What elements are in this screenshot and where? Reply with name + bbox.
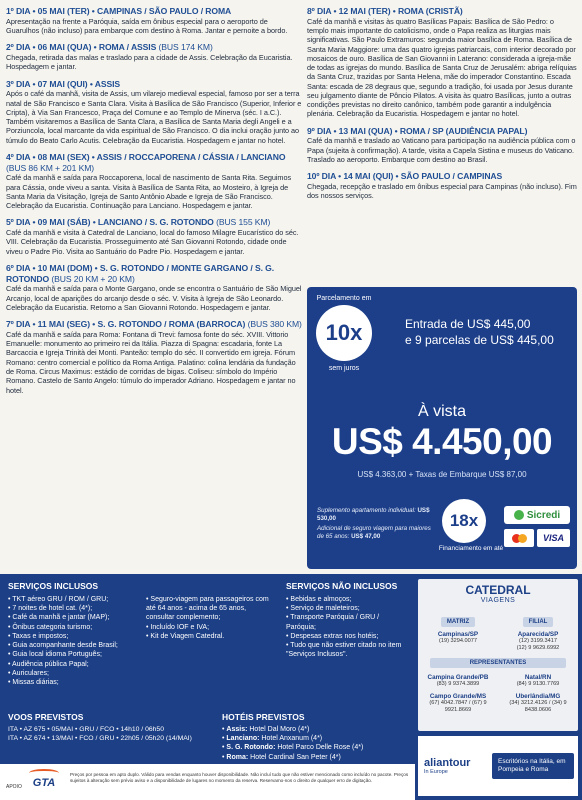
agency-panel <box>418 579 578 731</box>
agency-sub: VIAGENS <box>480 597 516 604</box>
filial-block: FILIAL Aparecida/SP (12) 3199.3417 (12) 9 9629.6992 <box>516 619 560 651</box>
list-item: • 7 noites de hotel cat. (4*); <box>8 604 138 613</box>
day-block <box>6 217 302 256</box>
list-item: • Café da manhã e jantar (MAP); <box>8 613 138 622</box>
itinerary-left <box>6 6 302 402</box>
list-item: • S. G. Rotondo: Hotel Parco Delle Rose (4*) <box>222 743 412 752</box>
disclaimer: Preços por pessoa em apto duplo. Válido para vendas enquanto houver disponibilidade. Não incluí tudo que não estiver mencionado como incluído no pacote. Preços sujeitos à alteração sem prévio aviso e a disponibilidade de lugares no momento da reserva. Reservamo-nos o direito de qualquer erro de digitação. <box>70 772 409 784</box>
included-list <box>8 595 138 687</box>
aliantour-panel <box>418 736 578 796</box>
day-body: Chegada, retirada das malas e traslado para a cidade de Assis. Celebração da Eucaristia. Hospedagem e jantar. <box>6 53 293 72</box>
flights-title: VOOS PREVISTOS <box>8 712 84 722</box>
list-item: • Incluído IOF e IVA; <box>146 623 276 632</box>
list-item: • Serviço de maleteiros; <box>286 604 411 613</box>
price-card <box>307 287 577 569</box>
list-item: • Bebidas e almoços; <box>286 595 411 604</box>
day-block <box>6 263 302 312</box>
list-item: • Seguro-viagem para passageiros com até 64 anos - acima de 65 anos, consultar complemento; <box>146 595 276 623</box>
list-item: • Kit de Viagem Catedral. <box>146 632 276 641</box>
entry-line: Entrada de US$ 445,00 <box>405 317 531 331</box>
installments-arc-label: Parcelamento em <box>316 295 372 302</box>
not-included-services <box>286 581 411 660</box>
list-item: • Ônibus categoria turismo; <box>8 623 138 632</box>
included-title: SERVIÇOS INCLUSOS <box>8 581 99 591</box>
list-item: • TKT aéreo GRU / ROM / GRU; <box>8 595 138 604</box>
payment-logos <box>504 506 570 547</box>
day-title: 1º DIA • 05 MAI (TER) • CAMPINAS / SÃO PAULO / ROMA <box>6 6 232 16</box>
included-services <box>8 581 278 687</box>
day-block <box>6 79 302 145</box>
day-block <box>307 126 577 165</box>
aliantour-logo: aliantour In Europe <box>424 757 471 775</box>
support-label: APOIO <box>6 784 22 790</box>
cash-price-value: US$ 4.450,00 <box>331 421 553 462</box>
list-item: • Auriculares; <box>8 669 138 678</box>
itinerary-right <box>307 6 577 207</box>
list-item: • Roma: Hotel Cardinal San Peter (4*) <box>222 753 412 762</box>
day-block <box>6 152 302 211</box>
list-item: • Guia acompanhante desde Brasil; <box>8 641 138 650</box>
list-item: • Taxas e impostos; <box>8 632 138 641</box>
day-block <box>6 42 302 71</box>
flights <box>8 712 218 743</box>
list-item: • Despesas extras nos hotéis; <box>286 632 411 641</box>
financing-label: Financiamento em até <box>438 545 504 552</box>
day-body: Chegada, recepção e traslado em ônibus especial para Campinas (não incluso). Fim dos nossos serviços. <box>307 181 577 201</box>
list-item: • Missas diárias; <box>8 678 138 687</box>
day-body: Café da manhã e saída para Roma: Fontana di Trevi: famosa fonte do séc. XVIII. Vittorio Emanuelle: monumento ao primeiro rei da Itália. Piazza di Spagna: escadaria, fonte La Barcaccia e Igreja Trinità dei Monti. Panteão: templo do séc. II convertido em igreja. Fórum Romano: centro comercial e político da Roma Antiga. Palatino: colina lendária da fundação de Roma. Circus Maximus: estádio de corridas de bigas. Coliseu: símbolo do Império Romano. Castelo de Santo Angelo: túmulo do imperador Adriano. Hospedagem e jantar no hotel. <box>6 329 296 395</box>
financing-badge: 18x <box>442 499 486 543</box>
day-title: 8º DIA • 12 MAI (TER) • ROMA (CRISTÃ) <box>307 6 463 16</box>
no-interest-label: sem juros <box>328 365 360 372</box>
rep-block: Campina Grande/PB (83) 9 9374.3899 <box>427 673 489 687</box>
day-block <box>6 6 302 35</box>
list-item: • Assis: Hotel Dal Moro (4*) <box>222 725 412 734</box>
cash-price-label: À vista <box>417 403 466 420</box>
list-item: • Guia local idioma Português; <box>8 650 138 659</box>
day-body: Café da manhã e visitas às quatro Basílicas Papais: Basílica de São Pedro: o templo mais importante do catolicismo, onde o Papa realiza as liturgias mais significativas. São Paulo Extramuros: segunda maior basílica de Roma. Basílica de Santa Maria Maggiore: uma das quatro igrejas patriarcais, com interior decorado por mosaicos de ouro. Basílica de San Giovanni in Laterano: considerada a igreja-mãe de todas as igrejas do mundo. Basílica de Santa Cruz de Jerusalém: abriga relíquias da Santa Cruz, trazidas por Santa Helena, mãe do imperador Constantino. Escada Santa: escada de 28 degraus que, segundo a tradição, foi usada por Jesus durante seu julgamento diante de Pôncio Pilatos. A visita às quatro Basílicas, junto a outras condições previstas no direito canônico, também pode garantir a indulgência plenária. Celebração da Eucaristia. Hospedagem e jantar no hotel. <box>307 16 577 119</box>
cash-price-note: US$ 4.363,00 + Taxas de Embarque US$ 87,00 <box>357 470 527 479</box>
rep-block: Natal/RN (84) 9 9130.7769 <box>516 673 560 687</box>
list-item: • Lanciano: Hotel Anxanum (4*) <box>222 734 412 743</box>
list-item: • Audiência pública Papal; <box>8 660 138 669</box>
day-block <box>307 6 577 119</box>
list-item: • Tudo que não estiver citado no item "Serviços Inclusos". <box>286 641 411 659</box>
footer-support <box>0 764 415 800</box>
day-title: 5º DIA • 09 MAI (SÁB) • LANCIANO / S. G. ROTONDO (BUS 155 KM) <box>6 217 271 228</box>
included-list-2 <box>146 595 276 687</box>
not-included-list <box>286 595 411 660</box>
day-title: 3º DIA • 07 MAI (QUI) • ASSIS <box>6 78 121 89</box>
day-body: Após o café da manhã, visita de Assis, um vilarejo medieval especial, famoso por ser a terra natal de São Francisco e Santa Clara. Visita à Basílica de São Francisco (Superior, Inferior e Cripta), à Via San Francesco, Praça del Comune e ao Templo de Minerva (séc. I a.C.). Também visitaremos a Basílica de Santa Clara, a Basílica de Santa Maria degli Angeli e a Porziuncola, local marcante da vida espiritual de São Francisco. O dia inclui oração junto ao túmulo do Beato Carlo Acutis. Celebração da Eucaristia. Hospedagem e jantar no hotel. <box>6 89 302 145</box>
agency-name: CATEDRAL <box>465 583 531 597</box>
day-title: 4º DIA • 08 MAI (SEX) • ASSIS / ROCCAPORENA / CÁSSIA / LANCIANO (BUS 86 KM + 201 KM) <box>6 151 286 173</box>
supplements: Suplemento apartamento individual: US$ 530,00 Adicional de seguro viagem para maiores de 65 anos: US$ 47,00 <box>317 507 431 541</box>
installments-badge: 10x <box>316 305 372 361</box>
installments-line: e 9 parcelas de US$ 445,00 <box>405 333 554 347</box>
day-title: 2º DIA • 06 MAI (QUA) • ROMA / ASSIS (BUS 174 KM) <box>6 42 213 53</box>
rep-block: Campo Grande/MS (67) 4042.7847 / (67) 9 9921.8669 <box>429 692 487 713</box>
gta-logo: GTA <box>26 769 62 795</box>
day-body: Café da manhã e traslado ao Vaticano para participação na audiência pública com o Papa (sujeita à confirmação). A tarde, visita a Capela Sistina e museus do Vaticano. Traslado ao aeroporto. Embarque com destino ao Brasil. <box>307 136 576 164</box>
day-title: 7º DIA • 11 MAI (SEG) • S. G. ROTONDO / ROMA (BARROCA) (BUS 380 KM) <box>6 319 302 330</box>
hotels-title: HOTÉIS PREVISTOS <box>222 712 305 722</box>
representatives-label: REPRESENTANTES <box>430 658 566 668</box>
hotels <box>222 712 412 762</box>
aliantour-tagline: Escritórios na Itália, em Pompeia e Roma <box>492 753 574 779</box>
day-title: 6º DIA • 10 MAI (DOM) • S. G. ROTONDO / MONTE GARGANO / S. G. ROTONDO (BUS 20 KM + 20 KM) <box>6 262 275 284</box>
sicredi-icon <box>514 510 524 520</box>
mastercard-icon <box>504 529 534 547</box>
matriz-block: MATRIZ Campinas/SP (19) 3294.0077 <box>437 619 479 644</box>
flight-line: ITA • AZ 674 • 13/MAI • FCO / GRU • 22h05 / 05h20 (14/MAI) <box>8 735 192 743</box>
bottom-panel <box>0 574 582 800</box>
not-included-title: SERVIÇOS NÃO INCLUSOS <box>286 581 398 591</box>
rep-block: Uberlândia/MG (34) 3212.4126 / (34) 9 8438.0606 <box>509 692 567 713</box>
day-body: Café da manhã e visita à Catedral de Lanciano, local do famoso Milagre Eucarístico do séc. VIII. Celebração da Eucaristia. Prosseguimento até San Giovanni Rotondo, cidade onde viveu o Padre Pio. Visita ao Santuário do Padre Pio. Hospedagem e jantar. <box>6 228 299 256</box>
flight-line: ITA • AZ 675 • 05/MAI • GRU / FCO • 14h10 / 06h50 <box>8 726 164 733</box>
day-body: Apresentação na frente a Paróquia, saída em ônibus especial para o aeroporto de Guarulhos (não incluso) para embarque com destino à Roma. Jantar e pernoite a bordo. <box>6 16 288 35</box>
day-title: 10º DIA • 14 MAI (QUI) • SÃO PAULO / CAMPINAS <box>307 171 503 182</box>
day-body: Café da manhã e saída para o Monte Gargano, onde se encontra o Santuário de São Miguel Arcanjo, local de aparições do arcanjo desde o séc. V. Visita à Igreja de São Leonardo. Celebração da Eucaristia. Retorno a San Giovanni Rotondo. Hospedagem e jantar. <box>6 284 302 312</box>
sicredi-logo: Sicredi <box>504 506 570 524</box>
day-block <box>307 171 577 200</box>
day-title: 9º DIA • 13 MAI (QUA) • ROMA / SP (AUDIÊNCIA PAPAL) <box>307 125 528 136</box>
hotels-list <box>222 725 412 762</box>
list-item: • Transporte Paróquia / GRU / Paróquia; <box>286 613 411 631</box>
day-block <box>6 319 302 395</box>
day-body: Café da manhã e saída para Roccaporena, local de nascimento de Santa Rita. Seguimos para Cássia, onde viveu a santa. Visita à Basílica de Santa Rita, ao Mosteiro, à Igreja de Santa Maria da Visitação, Igreja de Santo Antônio Abade e Igreja de São Francisco. Celebração da Eucaristia. Continuação para Lanciano. Hospedagem e jantar. <box>6 173 292 211</box>
visa-logo: VISA <box>537 529 570 547</box>
